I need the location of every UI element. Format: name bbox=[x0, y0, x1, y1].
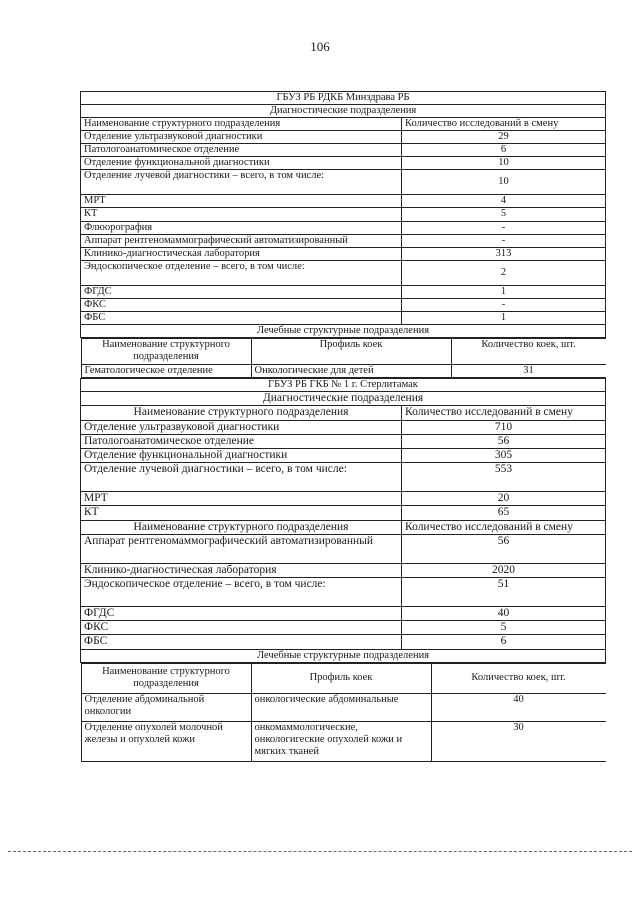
row-name: Отделение функциональной диагностики bbox=[81, 448, 402, 462]
column-header-name: Наименование структурного подразделения bbox=[81, 118, 402, 131]
row-value: 2 bbox=[402, 260, 606, 285]
row-name: Флюорография bbox=[81, 221, 402, 234]
table-row bbox=[81, 492, 606, 506]
table-row bbox=[81, 563, 606, 577]
table-row bbox=[81, 144, 606, 157]
treat-col-profile: Профиль коек bbox=[251, 338, 451, 364]
treat-col-beds: Количество коек, шт. bbox=[431, 663, 606, 693]
hospital1-treat-heading-row bbox=[81, 324, 606, 337]
column-header-name: Наименование структурного подразделения bbox=[81, 406, 402, 420]
page-number: 106 bbox=[310, 39, 330, 54]
treat-header-row bbox=[81, 338, 606, 364]
row-name: ФБС bbox=[81, 311, 402, 324]
row-name: МРТ bbox=[81, 492, 402, 506]
row-name: Гематологическое отделение bbox=[81, 364, 251, 377]
row-value: 2020 bbox=[402, 563, 606, 577]
row-value: 29 bbox=[402, 131, 606, 144]
row-name: Патологоанатомическое отделение bbox=[81, 434, 402, 448]
row-profile: Онкологические для детей bbox=[251, 364, 451, 377]
row-value: 51 bbox=[402, 578, 606, 607]
table-row bbox=[81, 208, 606, 221]
treat-col-name: Наименование структурного подразделения bbox=[81, 663, 251, 693]
hospital2-treat-cell bbox=[81, 662, 606, 762]
table-row bbox=[81, 721, 606, 761]
hospital2-title-row bbox=[81, 379, 606, 392]
row-value: 1 bbox=[402, 285, 606, 298]
row-value: 5 bbox=[402, 208, 606, 221]
hospital1-diag-heading: Диагностические подразделения bbox=[81, 105, 606, 118]
row-name: Клинико-диагностическая лаборатория bbox=[81, 247, 402, 260]
row-profile: онкомаммологические, онкологигеские опухолей кожи и мягких тканей bbox=[251, 721, 431, 761]
table-row bbox=[81, 534, 606, 563]
column-header-name: Наименование структурного подразделения bbox=[81, 520, 402, 534]
table-row bbox=[81, 434, 606, 448]
table-row bbox=[81, 506, 606, 520]
hospital2-header-row-2 bbox=[81, 520, 606, 534]
hospital1-treat-block bbox=[81, 337, 606, 378]
column-header-count: Количество исследований в смену bbox=[402, 520, 606, 534]
hospital1-title: ГБУЗ РБ РДКБ Минздрава РБ bbox=[81, 92, 606, 105]
row-value: 6 bbox=[402, 144, 606, 157]
table-row bbox=[81, 131, 606, 144]
table-row bbox=[81, 578, 606, 607]
table-row bbox=[81, 170, 606, 195]
table-row bbox=[81, 311, 606, 324]
table-row bbox=[81, 693, 606, 721]
row-value: 710 bbox=[402, 420, 606, 434]
row-name: Отделение ультразвуковой диагностики bbox=[81, 420, 402, 434]
hospital1-treat-heading: Лечебные структурные подразделения bbox=[81, 324, 606, 337]
hospital2-treat-heading-row bbox=[81, 649, 606, 662]
row-name: ФКС bbox=[81, 621, 402, 635]
hospital1-diag-heading-row bbox=[81, 105, 606, 118]
row-beds: 31 bbox=[451, 364, 606, 377]
column-header-count: Количество исследований в смену bbox=[402, 406, 606, 420]
row-name: Эндоскопическое отделение – всего, в том числе: bbox=[81, 578, 402, 607]
hospital1-title-row bbox=[81, 92, 606, 105]
row-name: Отделение опухолей молочной железы и опухолей кожи bbox=[81, 721, 251, 761]
table-row bbox=[81, 420, 606, 434]
row-name: Отделение лучевой диагностики – всего, в том числе: bbox=[81, 170, 402, 195]
row-value: 20 bbox=[402, 492, 606, 506]
row-name: Отделение функциональной диагностики bbox=[81, 157, 402, 170]
table-row bbox=[81, 221, 606, 234]
table-row bbox=[81, 260, 606, 285]
row-name: Эндоскопическое отделение – всего, в том числе: bbox=[81, 260, 402, 285]
row-name: Отделение ультразвуковой диагностики bbox=[81, 131, 402, 144]
page-bottom-rule bbox=[8, 851, 632, 852]
table-row bbox=[81, 607, 606, 621]
table-row bbox=[81, 195, 606, 208]
row-name: Отделение абдоминальной онкологии bbox=[81, 693, 251, 721]
row-name: ФГДС bbox=[81, 607, 402, 621]
table-row bbox=[81, 157, 606, 170]
hospital2-diag-heading-row bbox=[81, 392, 606, 406]
hospital2-header-row bbox=[81, 406, 606, 420]
row-name: Клинико-диагностическая лаборатория bbox=[81, 563, 402, 577]
treat-col-profile: Профиль коек bbox=[251, 663, 431, 693]
row-value: 40 bbox=[402, 607, 606, 621]
hospital2-treat-block bbox=[81, 662, 606, 762]
hospital1-header-row bbox=[81, 118, 606, 131]
row-value: 10 bbox=[402, 170, 606, 195]
row-value: - bbox=[402, 221, 606, 234]
hospital2-treat-heading: Лечебные структурные подразделения bbox=[81, 649, 606, 662]
row-beds: 30 bbox=[431, 721, 606, 761]
row-value: - bbox=[402, 234, 606, 247]
row-name: Патологоанатомическое отделение bbox=[81, 144, 402, 157]
row-name: ФКС bbox=[81, 298, 402, 311]
column-header-count: Количество исследований в смену bbox=[402, 118, 606, 131]
table-row bbox=[81, 635, 606, 649]
table-row bbox=[81, 621, 606, 635]
row-name: КТ bbox=[81, 506, 402, 520]
facilities-table bbox=[80, 91, 606, 762]
row-value: 65 bbox=[402, 506, 606, 520]
row-value: 1 bbox=[402, 311, 606, 324]
row-name: ФГДС bbox=[81, 285, 402, 298]
row-name: ФБС bbox=[81, 635, 402, 649]
hospital2-treat-table bbox=[81, 663, 606, 762]
table-row bbox=[81, 247, 606, 260]
hospital2-title: ГБУЗ РБ ГКБ № 1 г. Стерлитамак bbox=[81, 379, 606, 392]
treat-header-row bbox=[81, 663, 606, 693]
treat-col-name: Наименование структурного подразделения bbox=[81, 338, 251, 364]
row-name: Аппарат рентгеномаммографический автоматизированный bbox=[81, 534, 402, 563]
hospital1-treat-table bbox=[81, 338, 606, 378]
row-profile: онкологические абдоминальные bbox=[251, 693, 431, 721]
row-value: 56 bbox=[402, 534, 606, 563]
table-row bbox=[81, 285, 606, 298]
hospital2-diag-heading: Диагностические подразделения bbox=[81, 392, 606, 406]
table-row bbox=[81, 463, 606, 492]
row-value: 305 bbox=[402, 448, 606, 462]
row-value: 313 bbox=[402, 247, 606, 260]
row-value: 6 bbox=[402, 635, 606, 649]
table-row bbox=[81, 448, 606, 462]
row-name: КТ bbox=[81, 208, 402, 221]
row-value: 10 bbox=[402, 157, 606, 170]
table-row bbox=[81, 234, 606, 247]
table-row bbox=[81, 298, 606, 311]
row-value: 5 bbox=[402, 621, 606, 635]
row-value: - bbox=[402, 298, 606, 311]
row-name: МРТ bbox=[81, 195, 402, 208]
row-value: 553 bbox=[402, 463, 606, 492]
hospital1-treat-cell bbox=[81, 337, 606, 378]
table-row bbox=[81, 364, 606, 377]
row-beds: 40 bbox=[431, 693, 606, 721]
row-value: 56 bbox=[402, 434, 606, 448]
treat-col-beds: Количество коек, шт. bbox=[451, 338, 606, 364]
row-name: Аппарат рентгеномаммографический автоматизированный bbox=[81, 234, 402, 247]
row-name: Отделение лучевой диагностики – всего, в том числе: bbox=[81, 463, 402, 492]
row-value: 4 bbox=[402, 195, 606, 208]
